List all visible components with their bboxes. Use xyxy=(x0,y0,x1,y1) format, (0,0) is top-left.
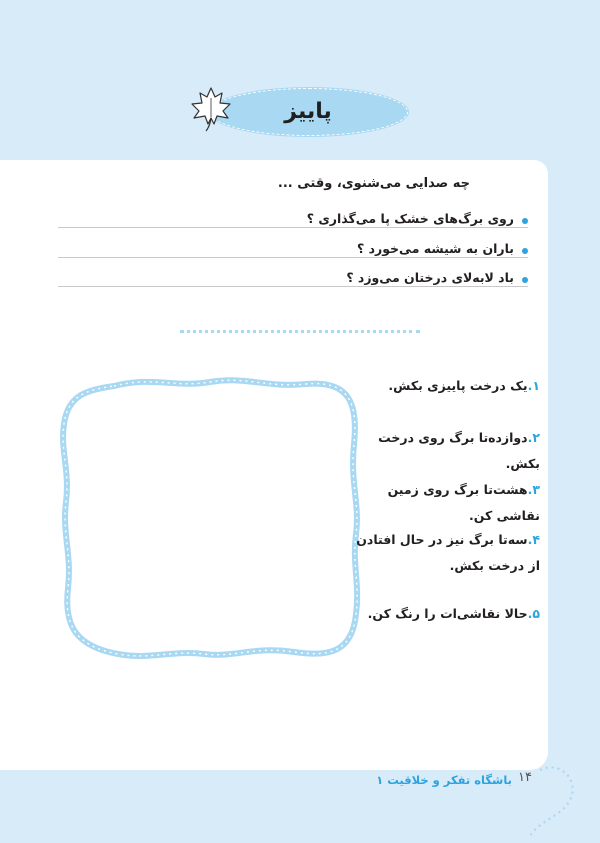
intro-prompt: چه صدایی می‌شنوی، وقتی ... xyxy=(277,176,470,191)
answer-line[interactable] xyxy=(58,227,528,228)
task-item xyxy=(340,373,540,399)
page-title: پاییز xyxy=(284,98,332,124)
bullet-icon xyxy=(522,277,528,283)
task-number: ۲. xyxy=(527,430,540,445)
question-row xyxy=(58,211,528,233)
task-number: ۵. xyxy=(527,606,540,621)
drawing-frame[interactable] xyxy=(54,374,366,664)
bullet-icon xyxy=(522,218,528,224)
bullet-icon xyxy=(522,248,528,254)
question-row xyxy=(58,241,528,263)
task-item xyxy=(340,477,540,529)
book-title: باشگاه تفکر و خلاقیت ۱ xyxy=(376,773,512,787)
task-item xyxy=(350,527,540,579)
task-text: هشت‌تا برگ روی زمین نقاشی کن. xyxy=(387,482,540,523)
answer-line[interactable] xyxy=(58,257,528,258)
question-row xyxy=(58,270,528,292)
question-text: روی برگ‌های خشک پا می‌گذاری ؟ xyxy=(303,211,514,226)
task-text: سه‌تا برگ نیز در حال افتادن از درخت بکش. xyxy=(356,532,540,573)
task-text: یک درخت پاییزی بکش. xyxy=(388,378,528,393)
dotted-curve-decoration xyxy=(500,760,600,843)
task-number: ۴. xyxy=(527,532,540,547)
maple-leaf-icon xyxy=(188,84,234,134)
question-text: باران به شیشه می‌خورد ؟ xyxy=(353,241,514,256)
task-text: دوازده‌تا برگ روی درخت بکش. xyxy=(378,430,540,471)
page-number: ۱۴ xyxy=(518,770,532,785)
dotted-separator xyxy=(180,330,420,333)
task-item xyxy=(340,601,540,627)
question-text: باد لابه‌لای درختان می‌وزد ؟ xyxy=(342,270,514,285)
title-banner xyxy=(188,82,408,140)
answer-line[interactable] xyxy=(58,286,528,287)
task-number: ۳. xyxy=(527,482,540,497)
task-number: ۱. xyxy=(527,378,540,393)
task-item xyxy=(340,425,540,477)
task-text: حالا نقاشی‌ات را رنگ کن. xyxy=(367,606,528,621)
